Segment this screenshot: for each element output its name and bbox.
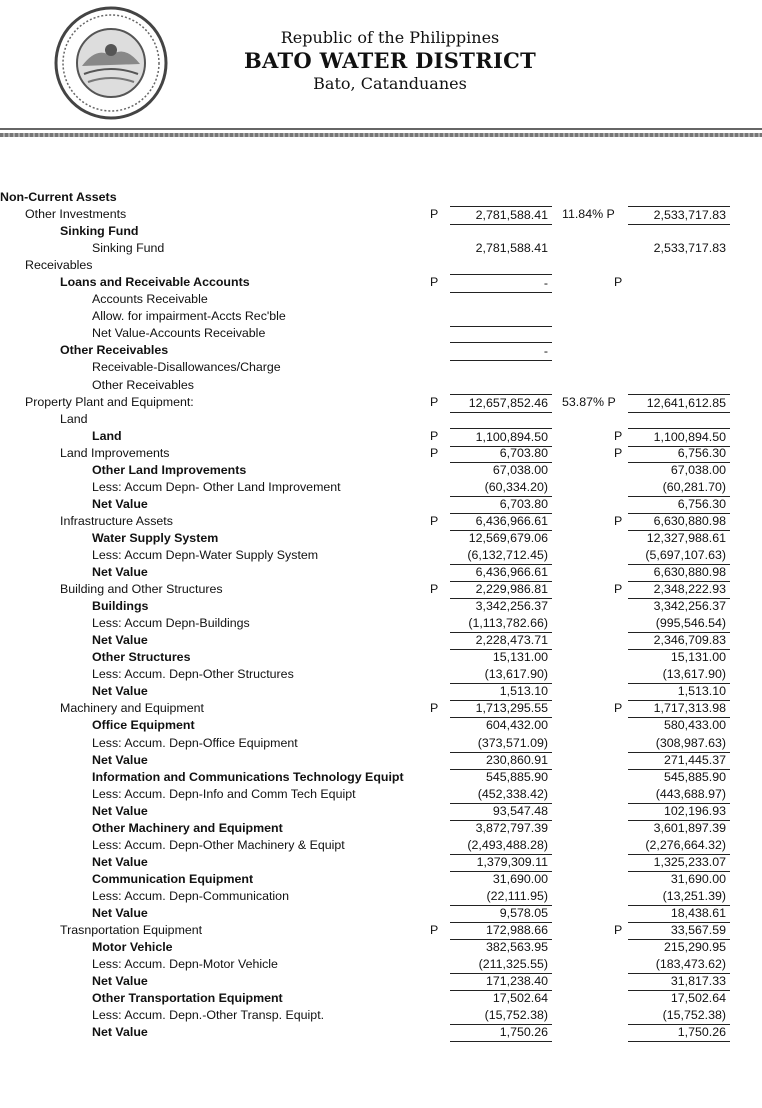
row-label: Net Value xyxy=(92,752,148,767)
prior-year-amount: 1,717,313.98 xyxy=(628,700,730,718)
header-rule xyxy=(0,128,762,130)
current-year-amount: 6,703.80 xyxy=(450,496,552,514)
statement-row xyxy=(0,769,762,786)
letterhead xyxy=(0,0,762,150)
row-label: Less: Accum Depn-Water Supply System xyxy=(92,547,319,562)
row-label: Less: Accum. Depn-Other Structures xyxy=(92,667,294,682)
prior-year-amount: 6,756.30 xyxy=(628,496,730,514)
row-label: Loans and Receivable Accounts xyxy=(60,275,250,290)
peso-marker: P xyxy=(430,394,439,409)
row-label: Communication Equipment xyxy=(92,871,254,886)
prior-year-amount: 215,290.95 xyxy=(663,940,726,955)
row-label: Less: Accum. Depn-Office Equipment xyxy=(92,735,298,750)
row-label: Net Value xyxy=(92,1025,148,1040)
statement-row xyxy=(0,513,762,530)
row-label: Other Land Improvements xyxy=(92,462,247,477)
current-year-amount: - xyxy=(450,274,552,293)
statement-row xyxy=(0,598,762,615)
row-label: Sinking Fund xyxy=(92,241,165,256)
statement-row xyxy=(0,445,762,462)
district-name: BATO WATER DISTRICT xyxy=(243,48,537,73)
current-year-amount: 1,713,295.55 xyxy=(450,700,552,718)
row-label: Less: Accum Depn- Other Land Improvement xyxy=(92,479,341,494)
statement-row xyxy=(0,496,762,513)
statement-row xyxy=(0,547,762,564)
current-year-amount: - xyxy=(450,342,552,361)
prior-year-amount: 31,690.00 xyxy=(670,871,726,886)
percentage: 11.84% P xyxy=(562,207,615,222)
row-label: Information and Communications Technology Equipt xyxy=(92,769,404,784)
current-year-amount: 2,781,588.41 xyxy=(450,206,552,225)
prior-year-amount: 1,100,894.50 xyxy=(628,428,730,447)
prior-year-amount: (183,473.62) xyxy=(628,956,730,974)
peso-marker: P xyxy=(430,445,439,460)
statement-row xyxy=(0,428,762,445)
current-year-amount: 604,432.00 xyxy=(485,718,548,733)
statement-row xyxy=(0,291,762,308)
peso-marker: P xyxy=(430,923,439,938)
current-year-amount: (211,325.55) xyxy=(450,956,552,974)
statement-row xyxy=(0,632,762,649)
row-label: Net Value xyxy=(92,854,148,869)
peso-marker: P xyxy=(430,275,439,290)
current-year-amount: 12,657,852.46 xyxy=(450,394,552,413)
statement-row xyxy=(0,735,762,752)
prior-year-amount: (5,697,107.63) xyxy=(628,547,730,565)
statement-row xyxy=(0,649,762,666)
current-year-amount: 6,436,966.61 xyxy=(450,513,552,531)
current-year-amount: 3,872,797.39 xyxy=(475,820,548,835)
statement-row xyxy=(0,564,762,581)
statement-row xyxy=(0,394,762,411)
peso-marker: P xyxy=(614,513,623,528)
current-year-amount: 67,038.00 xyxy=(492,462,548,477)
statement-row xyxy=(0,939,762,956)
row-label: Accounts Receivable xyxy=(92,292,208,307)
current-year-amount: 15,131.00 xyxy=(492,650,548,665)
statement-row xyxy=(0,666,762,683)
prior-year-amount: 1,325,233.07 xyxy=(628,854,730,872)
prior-year-amount: 18,438.61 xyxy=(628,905,730,923)
current-year-amount: (6,132,712.45) xyxy=(450,547,552,565)
row-label: Less: Accum. Depn-Other Machinery & Equipt xyxy=(92,837,345,852)
statement-row xyxy=(0,1024,762,1041)
prior-year-amount: 2,348,222.93 xyxy=(628,581,730,599)
statement-row xyxy=(0,462,762,479)
statement-row xyxy=(0,786,762,803)
prior-year-amount: 12,641,612.85 xyxy=(628,394,730,413)
peso-marker: P xyxy=(430,428,439,443)
statement-row xyxy=(0,223,762,240)
prior-year-amount: (443,688.97) xyxy=(628,786,730,804)
current-year-amount: 545,885.90 xyxy=(485,769,548,784)
blank-amount-line xyxy=(450,326,552,340)
prior-year-amount: 2,346,709.83 xyxy=(628,632,730,650)
row-label: Land xyxy=(60,411,88,426)
prior-year-amount: (13,617.90) xyxy=(628,666,730,684)
row-label: Motor Vehicle xyxy=(92,940,173,955)
prior-year-amount: 3,342,256.37 xyxy=(653,599,726,614)
row-label: Machinery and Equipment xyxy=(60,701,204,716)
statement-row xyxy=(0,308,762,325)
statement-row xyxy=(0,189,762,206)
peso-marker: P xyxy=(614,275,623,290)
statement-row xyxy=(0,530,762,547)
statement-row xyxy=(0,377,762,394)
row-label: Infrastructure Assets xyxy=(60,513,173,528)
row-label: Net Value-Accounts Receivable xyxy=(92,326,266,341)
row-label: Buildings xyxy=(92,599,149,614)
row-label: Trasnportation Equipment xyxy=(60,923,203,938)
prior-year-amount: 102,196.93 xyxy=(628,803,730,821)
row-label: Net Value xyxy=(92,633,148,648)
row-label: Less: Accum. Depn-Communication xyxy=(92,888,289,903)
statement-row xyxy=(0,700,762,717)
row-label: Allow. for impairment-Accts Rec'ble xyxy=(92,309,286,324)
statement-row xyxy=(0,990,762,1007)
peso-marker: P xyxy=(430,701,439,716)
current-year-amount: 9,578.05 xyxy=(450,905,552,923)
statement-row xyxy=(0,206,762,223)
prior-year-amount: 31,817.33 xyxy=(628,973,730,991)
current-year-amount: 382,563.95 xyxy=(485,940,548,955)
prior-year-amount: (15,752.38) xyxy=(628,1007,730,1025)
prior-year-amount: 15,131.00 xyxy=(670,650,726,665)
row-label: Water Supply System xyxy=(92,530,219,545)
peso-marker: P xyxy=(614,701,623,716)
statement-row xyxy=(0,411,762,428)
statement-row xyxy=(0,240,762,257)
row-label: Non-Current Assets xyxy=(0,190,117,204)
current-year-amount: 1,513.10 xyxy=(450,683,552,701)
current-year-amount: 1,100,894.50 xyxy=(450,428,552,447)
prior-year-amount: 1,513.10 xyxy=(628,683,730,701)
prior-year-amount: 1,750.26 xyxy=(628,1024,730,1042)
current-year-amount: 2,781,588.41 xyxy=(475,241,548,256)
row-label: Sinking Fund xyxy=(60,224,139,239)
statement-row xyxy=(0,615,762,632)
current-year-amount: (13,617.90) xyxy=(450,666,552,684)
prior-year-amount: 6,630,880.98 xyxy=(628,564,730,582)
statement-row xyxy=(0,581,762,598)
row-label: Less: Accum. Depn-Motor Vehicle xyxy=(92,957,278,972)
row-label: Net Value xyxy=(92,803,148,818)
peso-marker: P xyxy=(614,445,623,460)
prior-year-amount: (60,281.70) xyxy=(628,479,730,497)
statement-row xyxy=(0,905,762,922)
statement-row xyxy=(0,257,762,274)
statement-row xyxy=(0,342,762,359)
row-label: Less: Accum. Depn-Info and Comm Tech Equipt xyxy=(92,786,356,801)
statement-row xyxy=(0,973,762,990)
assets-statement xyxy=(0,189,762,1041)
row-label: Receivables xyxy=(25,258,93,273)
current-year-amount: 1,750.26 xyxy=(450,1024,552,1042)
statement-row xyxy=(0,871,762,888)
statement-row xyxy=(0,325,762,342)
peso-marker: P xyxy=(430,582,439,597)
current-year-amount: 2,229,986.81 xyxy=(450,581,552,599)
statement-row xyxy=(0,888,762,905)
prior-year-amount: (995,546.54) xyxy=(628,615,730,633)
current-year-amount: (2,493,488.28) xyxy=(450,837,552,855)
current-year-amount: (373,571.09) xyxy=(450,735,552,753)
prior-year-amount: 33,567.59 xyxy=(628,922,730,940)
row-label: Net Value xyxy=(92,565,148,580)
row-label: Net Value xyxy=(92,974,148,989)
peso-marker: P xyxy=(614,923,623,938)
prior-year-amount: 17,502.64 xyxy=(670,991,726,1006)
current-year-amount: 6,436,966.61 xyxy=(450,564,552,582)
prior-year-amount: 12,327,988.61 xyxy=(646,530,726,545)
row-label: Net Value xyxy=(92,905,148,920)
current-year-amount: 171,238.40 xyxy=(450,973,552,991)
letterhead-title xyxy=(230,28,550,94)
prior-year-amount: (2,276,664.32) xyxy=(628,837,730,855)
current-year-amount: (1,113,782.66) xyxy=(450,615,552,633)
current-year-amount: 230,860.91 xyxy=(450,752,552,770)
prior-year-amount: (308,987.63) xyxy=(628,735,730,753)
district-location: Bato, Catanduanes xyxy=(313,74,467,93)
prior-year-amount: 6,630,880.98 xyxy=(628,513,730,531)
statement-row xyxy=(0,752,762,769)
current-year-amount: 1,379,309.11 xyxy=(450,854,552,872)
statement-row xyxy=(0,683,762,700)
statement-row xyxy=(0,803,762,820)
header-rule-pattern xyxy=(0,133,762,137)
current-year-amount: 172,988.66 xyxy=(450,922,552,940)
current-year-amount: (22,111.95) xyxy=(450,888,552,906)
statement-row xyxy=(0,274,762,291)
statement-row xyxy=(0,717,762,734)
prior-year-amount: 271,445.37 xyxy=(628,752,730,770)
statement-row xyxy=(0,956,762,973)
current-year-amount: 2,228,473.71 xyxy=(450,632,552,650)
current-year-amount: (452,338.42) xyxy=(450,786,552,804)
row-label: Property Plant and Equipment: xyxy=(25,394,194,409)
statement-row xyxy=(0,479,762,496)
row-label: Land xyxy=(92,428,122,443)
prior-year-amount: 2,533,717.83 xyxy=(628,206,730,225)
peso-marker: P xyxy=(614,582,623,597)
row-label: Other Transportation Equipment xyxy=(92,991,283,1006)
row-label: Office Equipment xyxy=(92,718,195,733)
row-label: Building and Other Structures xyxy=(60,582,223,597)
republic-line: Republic of the Philippines xyxy=(280,28,500,47)
prior-year-amount: 3,601,897.39 xyxy=(653,820,726,835)
row-label: Other Machinery and Equipment xyxy=(92,820,283,835)
prior-year-amount: 2,533,717.83 xyxy=(653,241,726,256)
current-year-amount: 17,502.64 xyxy=(492,991,548,1006)
peso-marker: P xyxy=(430,207,439,222)
prior-year-amount: 6,756.30 xyxy=(628,445,730,463)
current-year-amount: (60,334.20) xyxy=(450,479,552,497)
current-year-amount: (15,752.38) xyxy=(450,1007,552,1025)
row-label: Other Structures xyxy=(92,650,191,665)
row-label: Other Receivables xyxy=(92,377,194,392)
statement-row xyxy=(0,854,762,871)
row-label: Land Improvements xyxy=(60,445,170,460)
row-label: Less: Accum. Depn.-Other Transp. Equipt. xyxy=(92,1008,325,1023)
row-label: Receivable-Disallowances/Charge xyxy=(92,360,281,375)
statement-row xyxy=(0,922,762,939)
prior-year-amount: 580,433.00 xyxy=(663,718,726,733)
peso-marker: P xyxy=(614,428,623,443)
current-year-amount: 12,569,679.06 xyxy=(468,530,548,545)
row-label: Other Investments xyxy=(25,207,127,222)
prior-year-amount: (13,251.39) xyxy=(628,888,730,906)
current-year-amount: 31,690.00 xyxy=(492,871,548,886)
district-seal-icon xyxy=(52,4,170,122)
current-year-amount: 93,547.48 xyxy=(450,803,552,821)
prior-year-amount: 545,885.90 xyxy=(663,769,726,784)
statement-row xyxy=(0,837,762,854)
prior-year-amount: 67,038.00 xyxy=(670,462,726,477)
row-label: Net Value xyxy=(92,684,148,699)
row-label: Net Value xyxy=(92,496,148,511)
row-label: Other Receivables xyxy=(60,343,169,358)
peso-marker: P xyxy=(430,513,439,528)
current-year-amount: 6,703.80 xyxy=(450,445,552,463)
percentage: 53.87% P xyxy=(562,394,616,409)
row-label: Less: Accum Depn-Buildings xyxy=(92,616,250,631)
statement-row xyxy=(0,1007,762,1024)
statement-row xyxy=(0,359,762,376)
current-year-amount: 3,342,256.37 xyxy=(475,599,548,614)
statement-row xyxy=(0,820,762,837)
